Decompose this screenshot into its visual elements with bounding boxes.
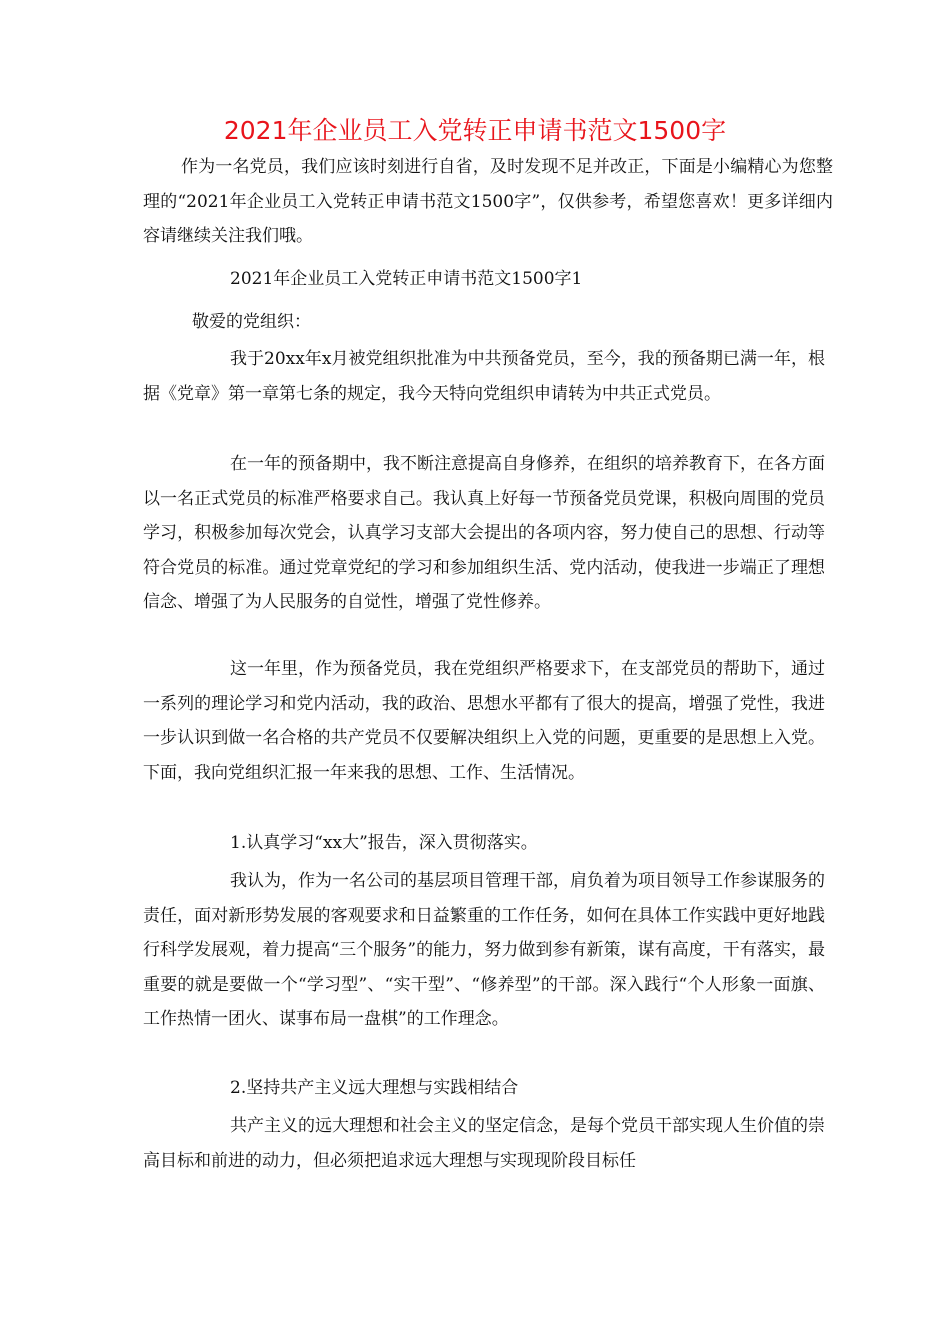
body-paragraph-3: 这一年里，作为预备党员，我在党组织严格要求下，在支部党员的帮助下，通过一系列的理论学习和党内活动，我的政治、思想水平都有了很大的提高，增强了党性，我进一步认识到做一名合格的共产党员不仅要解决组织上入党的问题，更重要的是思想上入党。下面，我向党组织汇报一年来我的思想、工作、生活情况。 — [143, 659, 825, 783]
body-paragraph-5: 共产主义的远大理想和社会主义的坚定信念，是每个党员干部实现人生价值的崇高目标和前进的动力，但必须把追求远大理想与实现现阶段目标任 — [143, 1116, 825, 1171]
body-paragraph-1: 我于20xx年x月被党组织批准为中共预备党员，至今，我的预备期已满一年，根据《党章》第一章第七条的规定，我今天特向党组织申请转为中共正式党员。 — [143, 349, 825, 404]
salutation: 敬爱的党组织： — [192, 312, 311, 332]
document-title: 2021年企业员工入党转正申请书范文1500字 — [223, 116, 727, 145]
body-paragraph-4: 我认为，作为一名公司的基层项目管理干部，肩负着为项目领导工作参谋服务的责任，面对新形势发展的客观要求和日益繁重的工作任务，如何在具体工作实践中更好地践行科学发展观，着力提高“三个服务”的能力，努力做到参有新策，谋有高度，干有落实，最重要的就是要做一个“学习型”、“实干型”、“修养型”的干部。深入践行“个人形象一面旗、工作热情一团火、谋事布局一盘棋”的工作理念。 — [143, 871, 825, 1029]
section-subtitle: 2021年企业员工入党转正申请书范文1500字1 — [230, 269, 583, 289]
intro-paragraph: 作为一名党员，我们应该时刻进行自省，及时发现不足并改正，下面是小编精心为您整理的“2021年企业员工入党转正申请书范文1500字”，仅供参考，希望您喜欢！更多详细内容请继续关注我们哦。 — [143, 157, 833, 246]
numbered-heading-2: 2.坚持共产主义远大理想与实践相结合 — [230, 1078, 519, 1098]
body-paragraph-2: 在一年的预备期中，我不断注意提高自身修养，在组织的培养教育下，在各方面以一名正式党员的标准严格要求自己。我认真上好每一节预备党员党课，积极向周围的党员学习，积极参加每次党会，认真学习支部大会提出的各项内容，努力使自己的思想、行动等符合党员的标准。通过党章党纪的学习和参加组织生活、党内活动，使我进一步端正了理想信念、增强了为人民服务的自觉性，增强了党性修养。 — [143, 454, 825, 612]
numbered-heading-1: 1.认真学习“xx大”报告，深入贯彻落实。 — [230, 833, 538, 853]
